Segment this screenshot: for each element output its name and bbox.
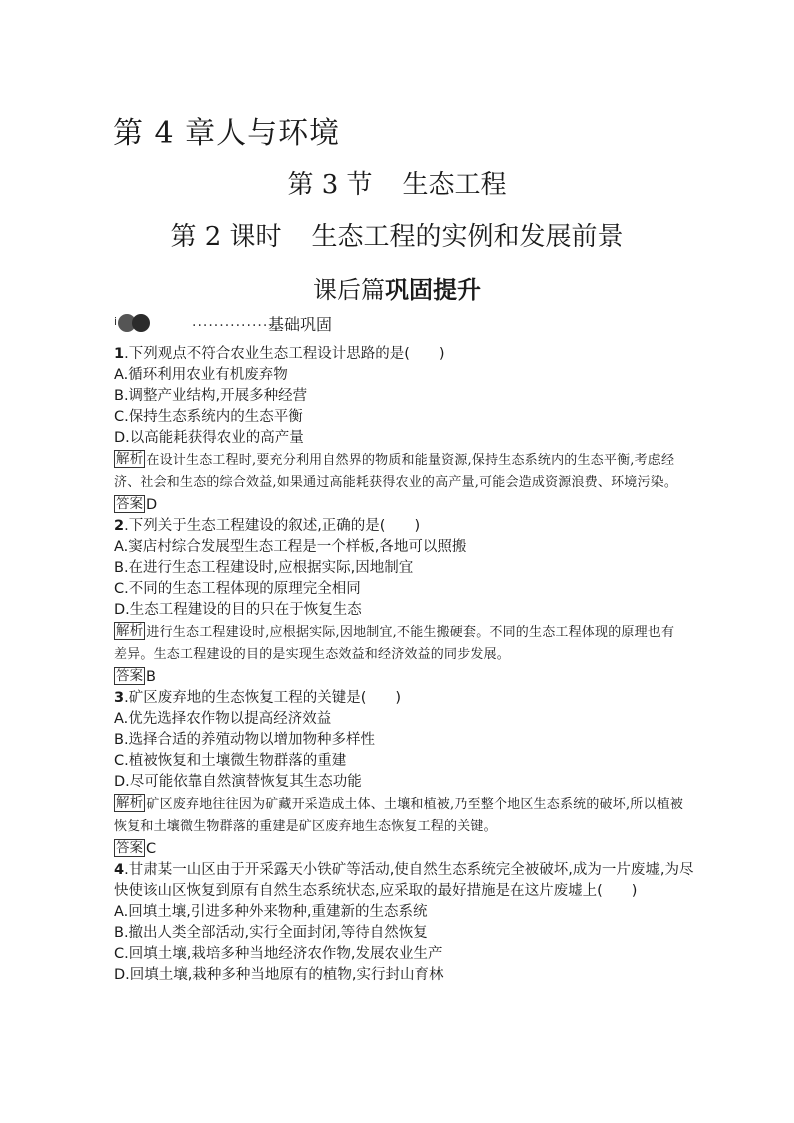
circle-left: i xyxy=(118,314,136,332)
explain-tag: 解析 xyxy=(116,795,144,811)
explanation-text: 在设计生态工程时,要充分利用自然界的物质和能量资源,保持生态系统内的生态平衡,考虑经济、社会和生态的综合效益,如果通过高能耗获得农业的高产量,可能会造成资源浪费、环境污染。 xyxy=(114,453,678,490)
question-text: .下列关于生态工程建设的叙述,正确的是( ) xyxy=(124,518,421,534)
subtitle xyxy=(0,270,794,305)
questions xyxy=(114,344,694,986)
explanation xyxy=(114,450,684,494)
option: D.以高能耗获得农业的高产量 xyxy=(114,430,304,446)
option: C.不同的生态工程体现的原理完全相同 xyxy=(114,581,361,597)
circle-right xyxy=(132,314,150,332)
explanation-text: 矿区废弃地往往因为矿藏开采造成土体、土壤和植被,乃至整个地区生态系统的破坏,所以植被恢复和土壤微生物群落的重建是矿区废弃地生态恢复工程的关键。 xyxy=(114,797,684,834)
answer-tag: 答案 xyxy=(116,496,143,512)
option: B.调整产业结构,开展多种经营 xyxy=(114,388,308,404)
question-number: 3 xyxy=(114,690,125,706)
lesson-number: 第 2 课时 xyxy=(170,222,282,252)
option: A.回填土壤,引进多种外来物种,重建新的生态系统 xyxy=(114,904,428,920)
option: B.选择合适的养殖动物以增加物种多样性 xyxy=(114,732,376,748)
option: C.保持生态系统内的生态平衡 xyxy=(114,409,303,425)
explanation xyxy=(114,794,684,838)
option: D.生态工程建设的目的只在于恢复生态 xyxy=(114,602,362,618)
option: D.回填土壤,栽种多种当地原有的植物,实行封山育林 xyxy=(114,967,444,983)
question-text: .下列观点不符合农业生态工程设计思路的是( ) xyxy=(124,346,445,362)
dot-leader: ··············· xyxy=(192,318,274,334)
circles-icon xyxy=(114,314,154,334)
explanation-text: 进行生态工程建设时,应根据实际,因地制宜,不能生搬硬套。不同的生态工程体现的原理也有差异。生态工程建设的目的是实现生态效益和经济效益的同步发展。 xyxy=(114,625,675,662)
question-stem xyxy=(114,860,694,881)
question-1 xyxy=(114,344,684,516)
subtitle-bold: 巩固提升 xyxy=(385,276,481,304)
answer-value: C xyxy=(146,841,157,857)
option: C.植被恢复和土壤微生物群落的重建 xyxy=(114,753,347,769)
section-number: 第 3 节 xyxy=(287,170,373,200)
question-stem xyxy=(114,344,684,365)
section-heading-label: 基础巩固 xyxy=(268,315,333,334)
answer-value: B xyxy=(146,669,156,685)
answer xyxy=(114,495,684,516)
question-2 xyxy=(114,516,684,688)
section-name: 生态工程 xyxy=(402,170,507,200)
question-stem-continued: 快使该山区恢复到原有自然生态系统状态,应采取的最好措施是在这片废墟上( ) xyxy=(114,883,638,899)
option: C.回填土壤,栽培多种当地经济农作物,发展农业生产 xyxy=(114,946,443,962)
option: A.窦店村综合发展型生态工程是一个样板,各地可以照搬 xyxy=(114,539,467,555)
answer xyxy=(114,839,684,860)
answer-tag: 答案 xyxy=(116,840,143,856)
section-heading xyxy=(114,312,414,336)
option: A.循环利用农业有机废弃物 xyxy=(114,367,288,383)
question-3 xyxy=(114,688,684,860)
answer-value: D xyxy=(146,497,158,513)
question-stem xyxy=(114,688,684,709)
question-text: .矿区废弃地的生态恢复工程的关键是( ) xyxy=(124,690,402,706)
option: A.优先选择农作物以提高经济效益 xyxy=(114,711,332,727)
lesson-title xyxy=(0,216,794,253)
question-number: 2 xyxy=(114,518,125,534)
chapter-title: 第 4 章人与环境 xyxy=(113,116,341,151)
question-text: .甘肃某一山区由于开采露天小铁矿等活动,使自然生态系统完全被破坏,成为一片废墟,为尽 xyxy=(124,862,694,878)
question-number: 1 xyxy=(114,346,125,362)
option: B.在进行生态工程建设时,应根据实际,因地制宜 xyxy=(114,560,414,576)
option: B.撤出人类全部活动,实行全面封闭,等待自然恢复 xyxy=(114,925,428,941)
question-4 xyxy=(114,860,694,986)
explain-tag: 解析 xyxy=(116,623,144,639)
answer-tag: 答案 xyxy=(116,668,143,684)
explain-tag: 解析 xyxy=(116,451,144,467)
option: D.尽可能依靠自然演替恢复其生态功能 xyxy=(114,774,362,790)
lesson-name: 生态工程的实例和发展前景 xyxy=(311,222,624,252)
explanation xyxy=(114,622,684,666)
answer xyxy=(114,667,684,688)
question-stem xyxy=(114,516,684,537)
subtitle-prefix: 课后篇 xyxy=(313,276,385,304)
section-title xyxy=(0,164,794,201)
question-number: 4 xyxy=(114,862,125,878)
